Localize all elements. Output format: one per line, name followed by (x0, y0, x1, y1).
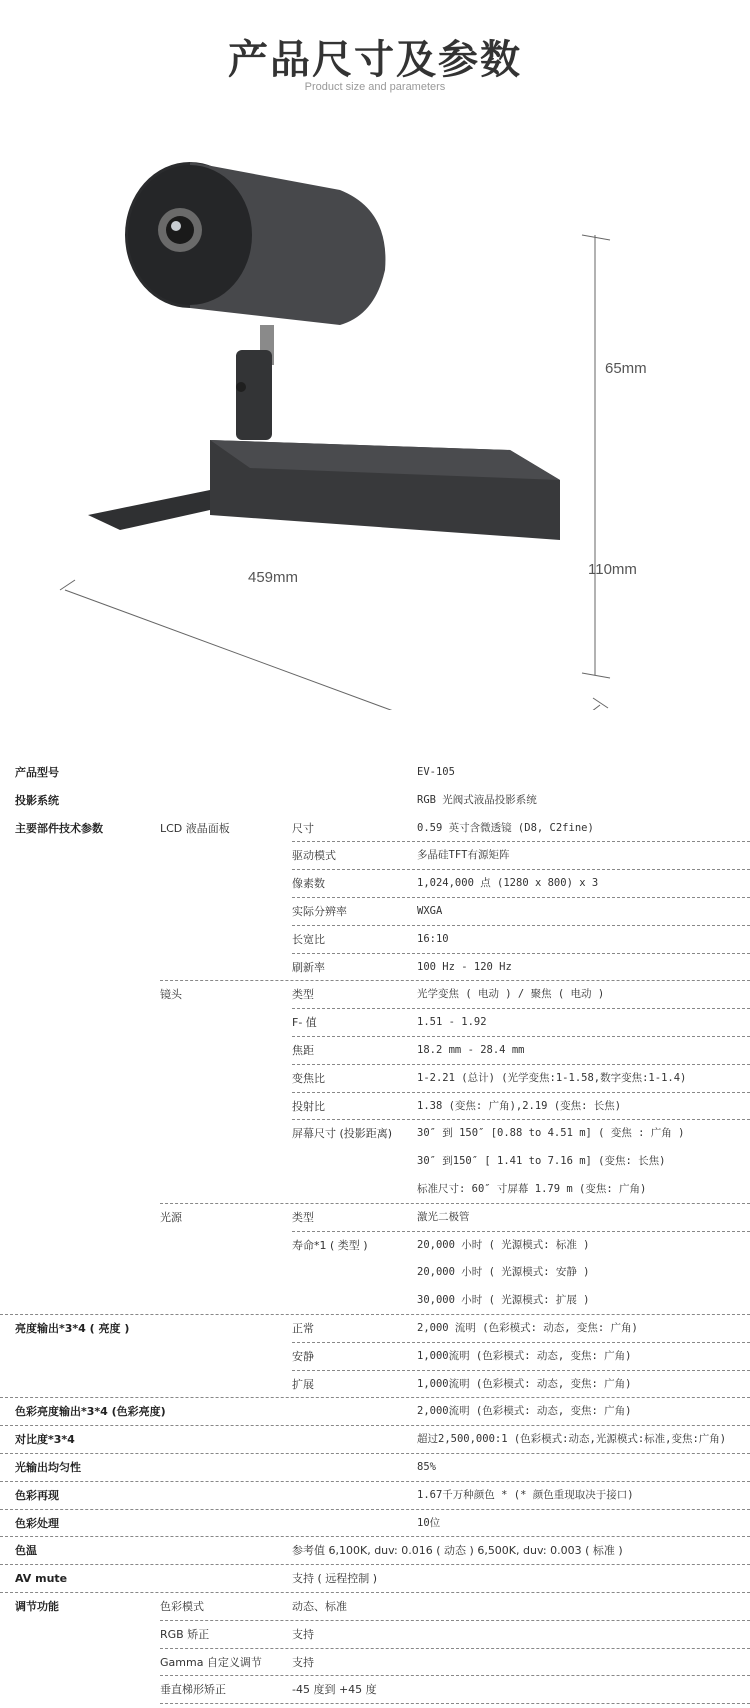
spec-cell-c4: 2,000 流明 (色彩模式: 动态, 变焦: 广角) (417, 1321, 638, 1334)
spec-cell-c3: 长宽比 (292, 932, 325, 946)
spec-row (15, 1204, 750, 1232)
spec-cell-c4: 1-2.21 (总计) (光学变焦:1-1.58,数字变焦:1-1.4) (417, 1071, 687, 1084)
spec-cell-c3: 类型 (292, 1210, 314, 1224)
spec-row (15, 926, 750, 954)
spec-cell-c3: 实际分辨率 (292, 904, 347, 918)
spec-cell-c4: 16:10 (417, 932, 449, 945)
spec-row (15, 981, 750, 1009)
spec-cell-c4: 多晶硅TFT有源矩阵 (417, 849, 510, 862)
spec-cell-c4: 100 Hz - 120 Hz (417, 960, 512, 973)
spec-cell-c1: 投影系统 (15, 793, 59, 807)
spec-cell-c1: 产品型号 (15, 766, 59, 779)
spec-cell-c3: 投射比 (292, 1099, 325, 1113)
spec-row (15, 1232, 750, 1260)
spec-cell-c4: 20,000 小时 ( 光源模式: 标准 ) (417, 1238, 590, 1251)
spec-cell-c4: 2,000流明 (色彩模式: 动态, 变焦: 广角) (417, 1405, 632, 1418)
spec-cell-c1: 调节功能 (15, 1599, 59, 1613)
spec-row (15, 1398, 750, 1426)
page-title: 产品尺寸及参数 (228, 37, 522, 83)
spec-cell-c4: 激光二极管 (417, 1210, 470, 1223)
spec-cell-c2: 垂直梯形矫正 (160, 1683, 226, 1697)
product-dimension-illustration (40, 150, 720, 710)
spec-cell-c1: 光输出均匀性 (15, 1460, 81, 1474)
spec-cell-c1: 主要部件技术参数 (15, 821, 103, 835)
spec-cell-c4: RGB 光阀式液晶投影系统 (417, 793, 537, 806)
spec-cell-c4: 1.67千万种颜色 * (* 颜色重现取决于接口) (417, 1488, 634, 1501)
spec-row (15, 954, 750, 982)
spec-cell-c3: 安静 (292, 1349, 314, 1363)
spec-cell-c4: 光学变焦 ( 电动 ) / 聚焦 ( 电动 ) (417, 988, 605, 1001)
spec-cell-c3: 类型 (292, 988, 314, 1002)
spec-cell-c3: F- 值 (292, 1016, 317, 1030)
spec-cell-c3: 寿命*1 ( 类型 ) (292, 1238, 368, 1252)
spec-row (15, 1009, 750, 1037)
spec-cell-c3: 正常 (292, 1321, 314, 1335)
spec-cell-c2: RGB 矫正 (160, 1627, 210, 1641)
spec-row (15, 1343, 750, 1371)
spec-row (15, 1287, 750, 1315)
spec-row (15, 1482, 750, 1510)
spec-cell-c3: 动态、标准 (292, 1599, 347, 1613)
spec-cell-c3: 变焦比 (292, 1071, 325, 1085)
spec-cell-c4: WXGA (417, 904, 443, 917)
spec-row (15, 1259, 750, 1287)
spec-row (15, 815, 750, 843)
spec-cell-c3: 尺寸 (292, 821, 314, 835)
spec-cell-c1: 色彩再现 (15, 1488, 59, 1502)
spec-cell-c4: 1.38 (变焦: 广角),2.19 (变焦: 长焦) (417, 1099, 622, 1112)
spec-cell-c4: 1.51 - 1.92 (417, 1016, 487, 1029)
spec-cell-c1: 色温 (15, 1544, 37, 1558)
spec-cell-c2: LCD 液晶面板 (160, 821, 230, 835)
spec-table (15, 759, 750, 1704)
spec-row (15, 1037, 750, 1065)
spec-row (15, 1510, 750, 1538)
spec-cell-c3: 像素数 (292, 877, 325, 891)
spec-cell-c4: 超过2,500,000:1 (色彩模式:动态,光源模式:标准,变焦:广角) (417, 1433, 727, 1446)
spec-cell-c3: 支持 (292, 1627, 314, 1641)
spec-cell-c3: 支持 ( 远程控制 ) (292, 1572, 378, 1586)
spec-cell-c1: 亮度输出*3*4 ( 亮度 ) (15, 1321, 130, 1335)
spec-cell-c4: EV-105 (417, 766, 455, 778)
spec-row (15, 1065, 750, 1093)
spec-cell-c4: 30,000 小时 ( 光源模式: 扩展 ) (417, 1294, 590, 1307)
row-divider (160, 1703, 750, 1704)
spec-row (15, 1676, 750, 1704)
spec-cell-c4: 1,024,000 点 (1280 x 800) x 3 (417, 877, 599, 890)
spec-row (15, 1371, 750, 1399)
spec-row (15, 898, 750, 926)
spec-row (15, 1426, 750, 1454)
spec-row (15, 1148, 750, 1176)
spec-cell-c1: 色彩处理 (15, 1516, 59, 1530)
spec-row (15, 1537, 750, 1565)
spec-cell-c3: 刷新率 (292, 960, 325, 974)
spec-row (15, 1593, 750, 1621)
spec-row (15, 1315, 750, 1343)
spec-cell-c4: 1,000流明 (色彩模式: 动态, 变焦: 广角) (417, 1349, 632, 1362)
projector (88, 162, 560, 540)
spec-row (15, 1454, 750, 1482)
spec-cell-c1: 色彩亮度输出*3*4 (色彩亮度) (15, 1405, 166, 1419)
spec-cell-c2: 镜头 (160, 988, 182, 1002)
spec-cell-c4: 18.2 mm - 28.4 mm (417, 1043, 525, 1056)
spec-cell-c4: 标准尺寸: 60″ 寸屏幕 1.79 m (变焦: 广角) (417, 1182, 647, 1195)
spec-cell-c4: 20,000 小时 ( 光源模式: 安静 ) (417, 1266, 590, 1279)
spec-cell-c3: 屏幕尺寸 (投影距离) (292, 1127, 393, 1141)
spec-row (15, 1565, 750, 1593)
spec-cell-c3: 支持 (292, 1655, 314, 1669)
spec-row (15, 1176, 750, 1204)
spec-cell-c4: 30″ 到150″ [ 1.41 to 7.16 m] (变焦: 长焦) (417, 1155, 666, 1168)
spec-cell-c4: 85% (417, 1460, 436, 1473)
spec-cell-c4: 1,000流明 (色彩模式: 动态, 变焦: 广角) (417, 1377, 632, 1390)
spec-row (15, 787, 750, 815)
page-subtitle: Product size and parameters (304, 81, 446, 93)
spec-row (15, 1120, 750, 1148)
depth-dimension: 110mm (588, 561, 637, 578)
spec-cell-c4: 0.59 英寸含微透镜 (D8, C2fine) (417, 821, 594, 834)
spec-cell-c2: 色彩模式 (160, 1599, 204, 1613)
spec-cell-c2: 光源 (160, 1210, 182, 1224)
spec-row (15, 1621, 750, 1649)
spec-cell-c1: 对比度*3*4 (15, 1433, 75, 1447)
height-dimension: 65mm (605, 360, 647, 377)
spec-cell-c3: 焦距 (292, 1043, 314, 1057)
spec-cell-c4: 30″ 到 150″ [0.88 to 4.51 m] ( 变焦 : 广角 ) (417, 1127, 685, 1140)
spec-cell-c4: 10位 (417, 1516, 441, 1529)
spec-cell-c3: 扩展 (292, 1377, 314, 1391)
spec-cell-c3: 驱动模式 (292, 849, 336, 863)
spec-row (15, 1093, 750, 1121)
spec-cell-c2: Gamma 自定义调节 (160, 1655, 262, 1669)
spec-row (15, 842, 750, 870)
spec-row (15, 759, 750, 787)
spec-row (15, 870, 750, 898)
spec-row (15, 1649, 750, 1677)
width-dimension: 459mm (248, 569, 299, 586)
spec-cell-c1: AV mute (15, 1572, 68, 1586)
spec-cell-c3: 参考值 6,100K, duv: 0.016 ( 动态 ) 6,500K, duv: 0.003 ( 标准 ) (292, 1544, 623, 1558)
spec-cell-c3: -45 度到 +45 度 (292, 1683, 377, 1697)
